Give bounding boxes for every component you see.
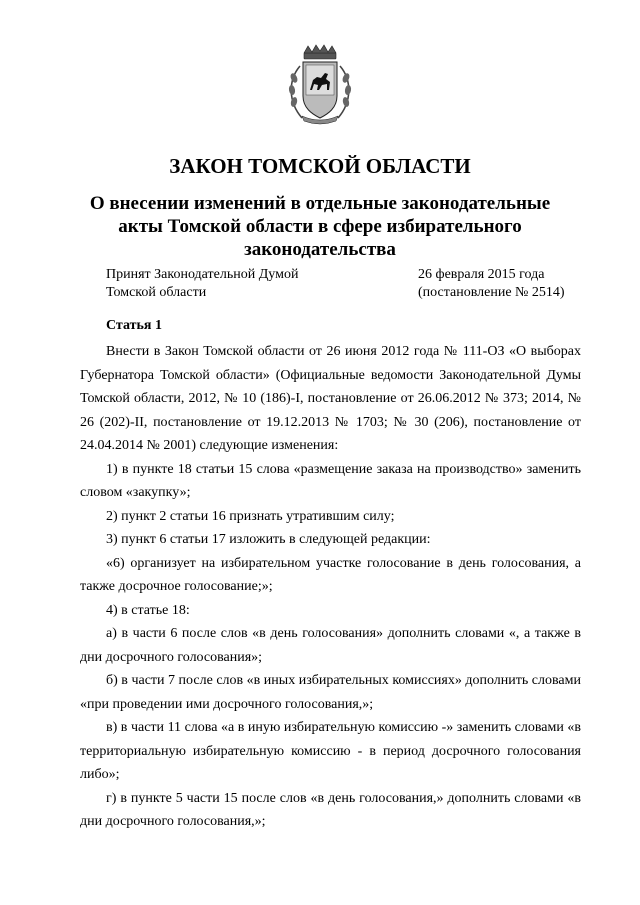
article-paragraph: 2) пункт 2 статьи 16 признать утратившим силу; [106, 508, 395, 524]
article-body [80, 340, 581, 834]
article-paragraph: б) в части 7 после слов «в иных избирательных комиссиях» дополнить словами «при проведении ими досрочного голосования,»; [80, 673, 581, 712]
article-paragraph: 1) в пункте 18 статьи 15 слова «размещение заказа на производство» заменить словом «закупку»; [80, 461, 581, 500]
adoption-date-line: 26 февраля 2015 года [418, 267, 545, 282]
article-paragraph: в) в части 11 слова «а в иную избирательную комиссию -» заменить словами «в территориальную избирательную комиссию - в период досрочного голосования либо»; [80, 720, 581, 782]
law-title: ЗАКОН ТОМСКОЙ ОБЛАСТИ [169, 154, 471, 178]
law-subtitle: О внесении изменений в отдельные законодательные акты Томской области в сфере избирательного законодательства [89, 193, 551, 260]
article-paragraph: 4) в статье 18: [106, 602, 190, 618]
article-paragraph: а) в части 6 после слов «в день голосования» дополнить словами «, а также в дни досрочного голосования»; [80, 626, 581, 665]
article-paragraph: «6) организует на избирательном участке голосование в день голосования, а также досрочное голосование;»; [80, 555, 581, 594]
article-heading: Статья 1 [106, 318, 162, 333]
adoption-authority-line-2: Томской области [106, 285, 207, 300]
article-paragraph: Внести в Закон Томской области от 26 июня 2012 года № 111-ОЗ «О выборах Губернатора Томской области» (Официальные ведомости Законодательной Думы Томской области, 2012, № 10 (186)-I, постановление от 26.06.2012 № 373; 2014, № 26 (202)-II, постановление от 19.12.2013 № 1703; № 30 (206), постановление от 24.04.2014 № 2001) следующие изменения: [80, 344, 581, 453]
adoption-authority [106, 266, 298, 302]
coat-of-arms-emblem [286, 44, 354, 126]
resolution-number: (постановление № 2514) [418, 285, 565, 300]
adoption-date [418, 266, 565, 302]
article-paragraph: г) в пункте 5 части 15 после слов «в день голосования,» дополнить словами «в дни досрочного голосования,»; [80, 790, 581, 829]
adoption-authority-line-1: Принят Законодательной Думой [106, 267, 299, 282]
article-paragraph: 3) пункт 6 статьи 17 изложить в следующей редакции: [106, 532, 431, 547]
